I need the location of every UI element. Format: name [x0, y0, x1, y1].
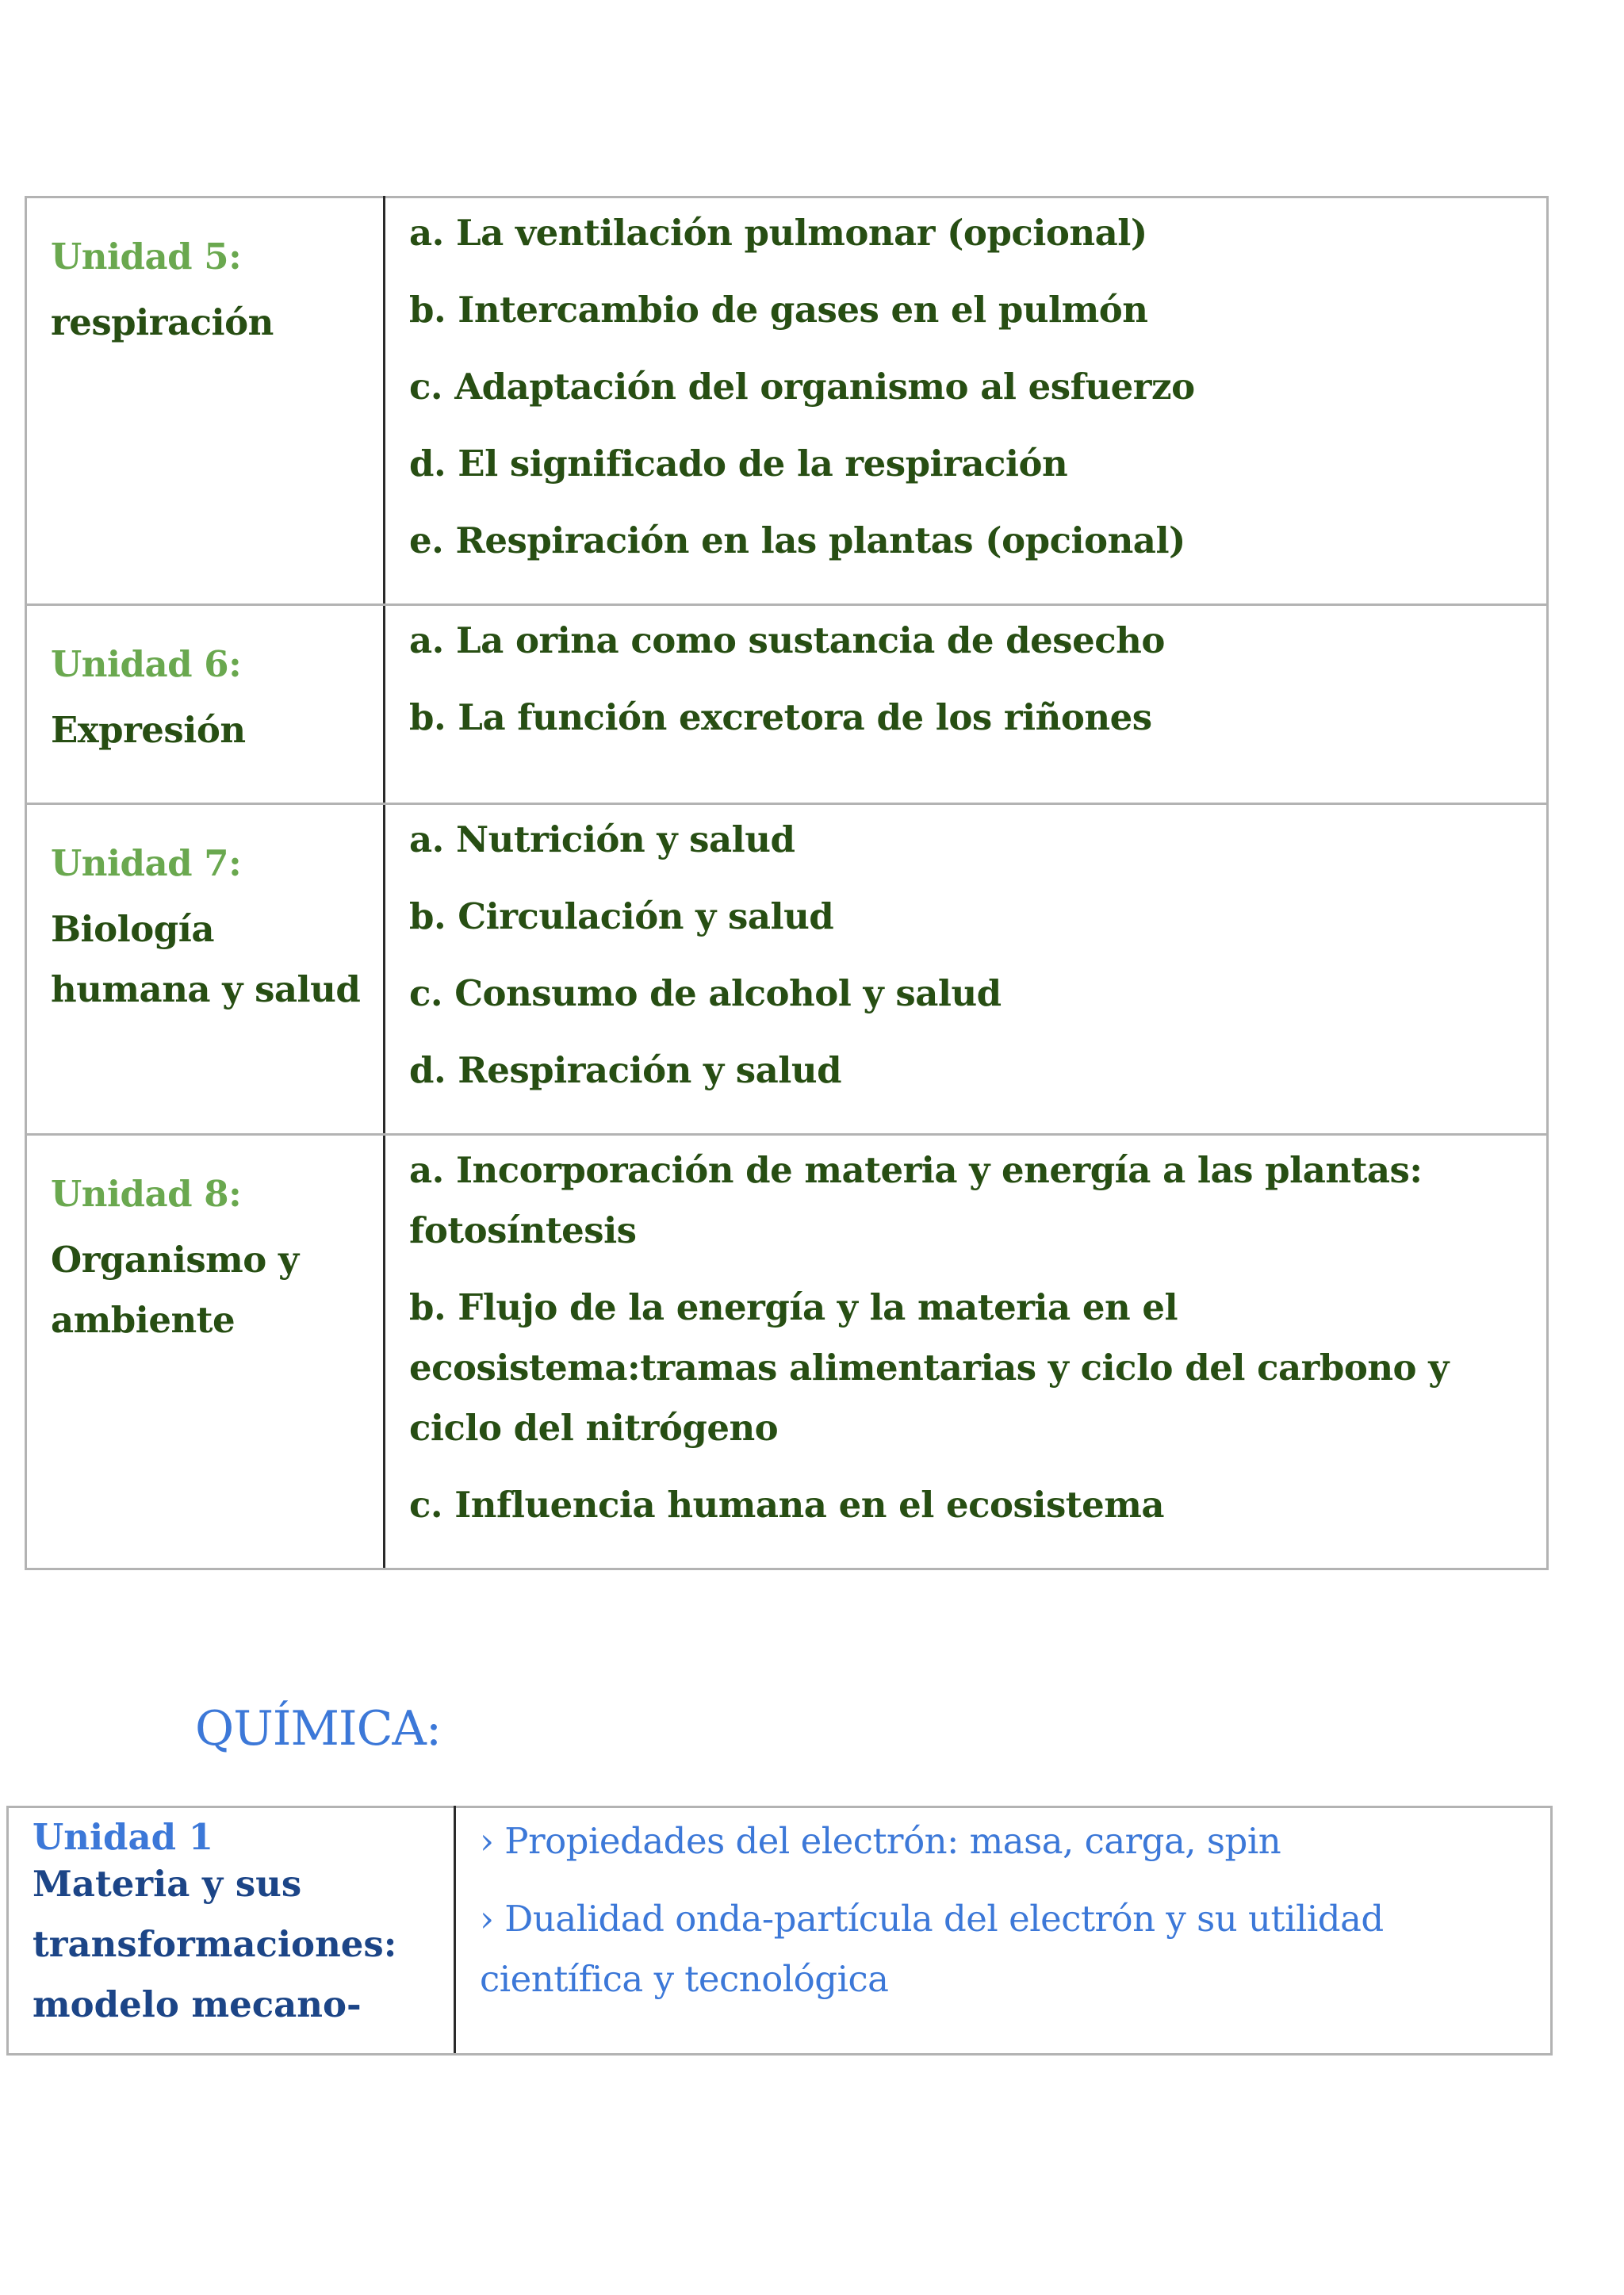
unit-number: Unidad 8:	[51, 1173, 242, 1215]
chemistry-units-table	[6, 1806, 1553, 2056]
unit-name: Materia y sus transformaciones: modelo mecano-	[33, 1863, 397, 2025]
topic-item: b. Flujo de la energía y la materia en el ecosistema:tramas alimentarias y ciclo del carbono y ciclo del nitrógeno	[409, 1286, 1449, 1449]
topic-item: a. La ventilación pulmonar (opcional)	[409, 212, 1147, 254]
unit-topics-cell	[385, 197, 1548, 605]
topic-item: › Propiedades del electrón: masa, carga, spin	[480, 1820, 1281, 1862]
unit-row	[8, 1807, 1552, 2055]
topic-item: c. Influencia humana en el ecosistema	[409, 1484, 1164, 1526]
unit-number: Unidad 7:	[51, 842, 242, 884]
unit-name: Biología humana y salud	[51, 908, 361, 1010]
unit-header-cell	[26, 605, 385, 804]
unit-topics-cell	[385, 1135, 1548, 1569]
topic-list	[385, 1136, 1546, 1568]
biology-units-table	[25, 196, 1549, 1570]
unit-number: Unidad 5:	[51, 236, 242, 278]
unit-header-cell	[26, 804, 385, 1135]
unit-topics-cell	[385, 605, 1548, 804]
unit-row	[26, 804, 1548, 1135]
topic-list	[385, 606, 1546, 780]
topic-item: c. Consumo de alcohol y salud	[409, 972, 1002, 1014]
section-title-chemistry: QUÍMICA:	[195, 1701, 442, 1757]
topic-item: e. Respiración en las plantas (opcional)	[409, 519, 1185, 561]
topic-item: a. La orina como sustancia de desecho	[409, 619, 1165, 661]
topic-item: d. Respiración y salud	[409, 1049, 842, 1091]
topic-item: a. Incorporación de materia y energía a las plantas: fotosíntesis	[409, 1149, 1423, 1251]
unit-number: Unidad 1	[33, 1816, 214, 1858]
topic-item: d. El significado de la respiración	[409, 443, 1068, 485]
unit-number: Unidad 6:	[51, 643, 242, 685]
unit-topics-cell	[455, 1807, 1552, 2055]
unit-topics-cell	[385, 804, 1548, 1135]
topic-list	[456, 1808, 1550, 2010]
topic-list	[385, 198, 1546, 603]
unit-name: Expresión	[51, 709, 246, 751]
unit-row	[26, 197, 1548, 605]
unit-row	[26, 605, 1548, 804]
unit-header-cell	[26, 1135, 385, 1569]
topic-list	[385, 805, 1546, 1133]
unit-header-cell	[8, 1807, 455, 2055]
topic-item: › Dualidad onda-partícula del electrón y su utilidad científica y tecnológica	[480, 1898, 1384, 2000]
unit-name: Organismo y ambiente	[51, 1239, 299, 1341]
topic-item: a. Nutrición y salud	[409, 818, 795, 860]
topic-item: b. La función excretora de los riñones	[409, 696, 1152, 738]
topic-item: c. Adaptación del organismo al esfuerzo	[409, 366, 1195, 408]
topic-item: b. Intercambio de gases en el pulmón	[409, 289, 1148, 331]
topic-item: b. Circulación y salud	[409, 895, 834, 937]
unit-header-cell	[26, 197, 385, 605]
unit-name: respiración	[51, 301, 274, 343]
unit-row	[26, 1135, 1548, 1569]
